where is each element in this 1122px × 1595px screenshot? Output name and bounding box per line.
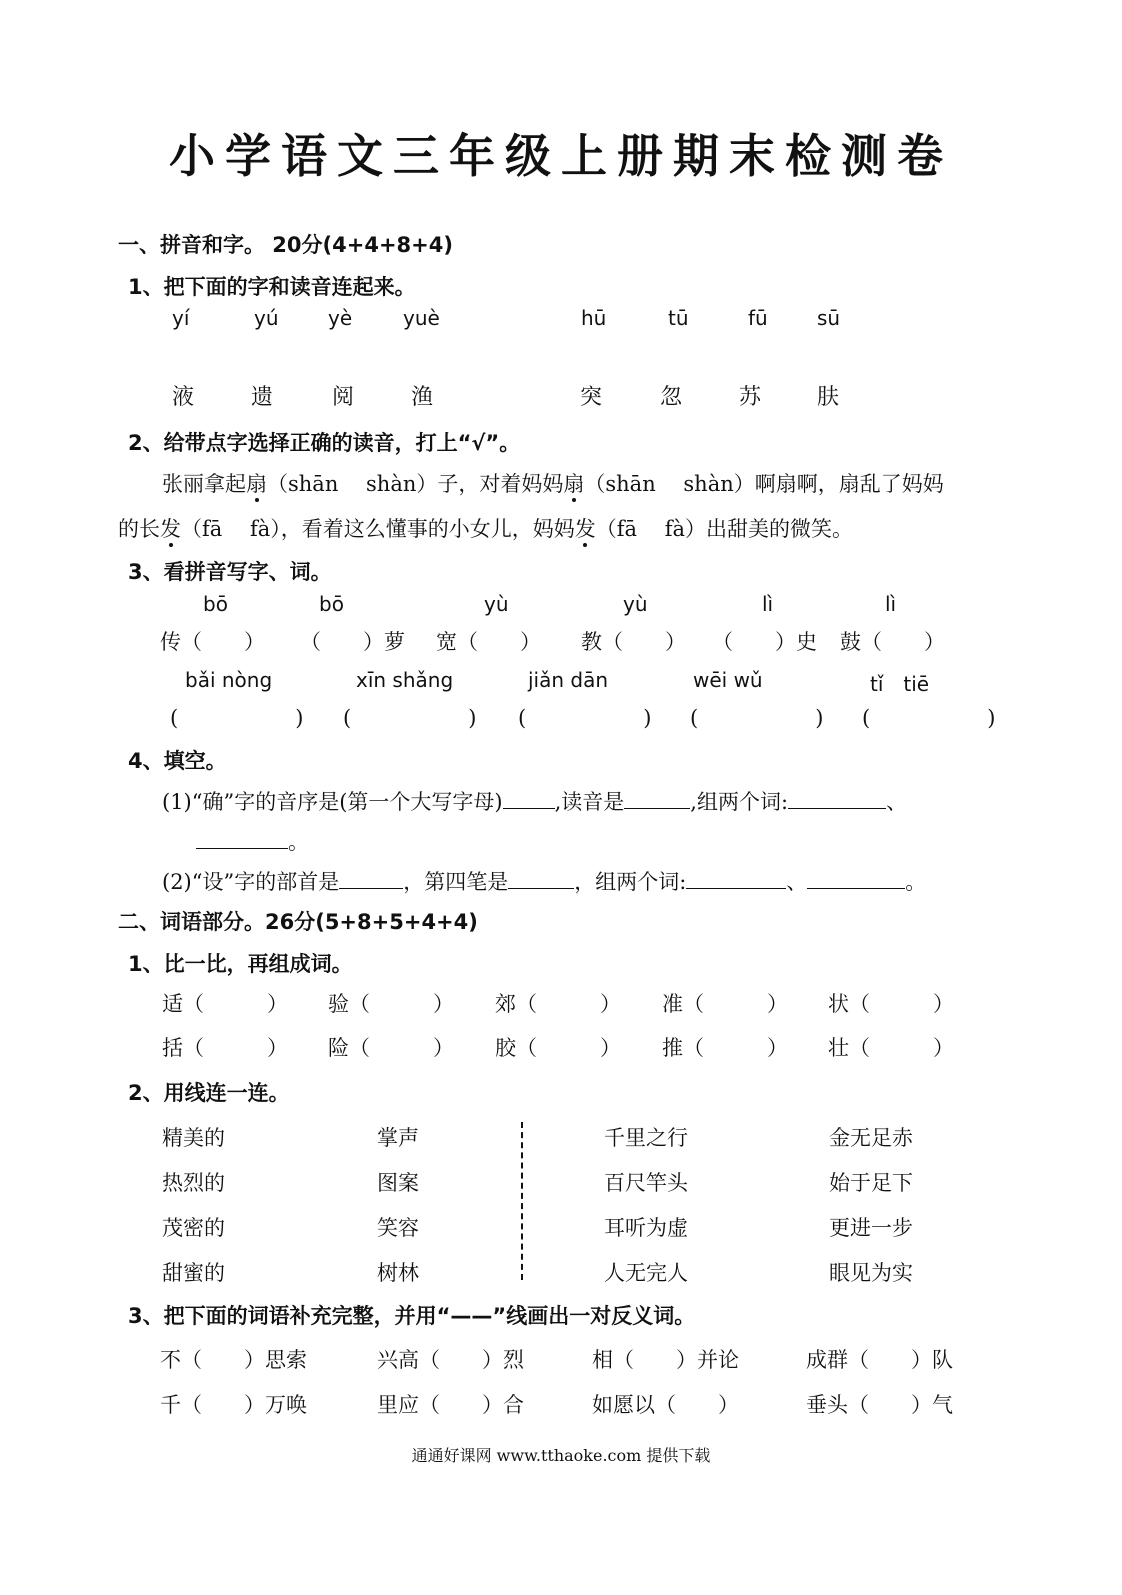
match-left-2: 树林 (377, 1261, 419, 1285)
q1-1-label: 1、把下面的字和读音连起来。 (128, 275, 416, 299)
match-right-2: 眼见为实 (829, 1261, 913, 1285)
char-item: 突 (580, 385, 603, 410)
write-item: （ ）史 (712, 630, 817, 654)
pinyin-item: yí (172, 306, 190, 330)
pinyin-word: tǐ tiē (870, 672, 930, 696)
pinyin-item: tū (668, 306, 689, 330)
char-item: 液 (172, 385, 195, 410)
idiom-item: 成群（ ）队 (806, 1348, 953, 1372)
q2-2-label: 2、用线连一连。 (128, 1081, 290, 1105)
compare-item: 胶（ ） (495, 1036, 621, 1060)
match-left-2: 笑容 (377, 1216, 419, 1240)
q1-3-label: 3、看拼音写字、词。 (128, 560, 332, 584)
compare-item: 壮（ ） (828, 1036, 954, 1060)
answer-bracket: ( ) (343, 706, 479, 730)
pinyin-word: bǎi nòng (185, 668, 273, 692)
match-right-1: 百尺竿头 (604, 1171, 688, 1195)
pinyin-item: bō (319, 592, 344, 616)
pinyin-item: yè (328, 306, 353, 330)
compare-item: 括（ ） (162, 1036, 288, 1060)
write-item: （ ）萝 (300, 630, 405, 654)
compare-item: 推（ ） (662, 1036, 788, 1060)
dotted-char: 发 (574, 517, 596, 541)
pinyin-item: hū (581, 306, 607, 330)
compare-item: 适（ ） (162, 992, 288, 1016)
pinyin-word: xīn shǎng (356, 668, 454, 692)
pinyin-item: lì (885, 592, 897, 616)
char-item: 渔 (411, 385, 434, 410)
answer-bracket: ( ) (518, 706, 654, 730)
match-right-2: 金无足赤 (829, 1126, 913, 1150)
match-left-1: 甜蜜的 (162, 1261, 225, 1285)
idiom-item: 垂头（ ）气 (806, 1393, 953, 1417)
answer-bracket: ( ) (170, 706, 306, 730)
q1-4-line-2: (2)“设”字的部首是 ，第四笔是 ，组两个词: 、 。 (162, 870, 927, 894)
q2-3-label: 3、把下面的词语补充完整，并用“——”线画出一对反义词。 (128, 1304, 696, 1328)
match-left-2: 图案 (377, 1171, 419, 1195)
dotted-char: 发 (160, 517, 181, 541)
match-right-1: 千里之行 (604, 1126, 688, 1150)
idiom-item: 千（ ）万唤 (160, 1393, 307, 1417)
pinyin-word: wēi wǔ (693, 668, 763, 692)
idiom-item: 相（ ）并论 (592, 1348, 739, 1372)
compare-item: 状（ ） (828, 992, 954, 1016)
match-right-2: 始于足下 (829, 1171, 913, 1195)
compare-item: 准（ ） (662, 992, 788, 1016)
write-item: 传（ ） (160, 630, 265, 654)
write-item: 教（ ） (581, 630, 686, 654)
pinyin-item: yù (484, 592, 509, 616)
match-right-1: 耳听为虚 (604, 1216, 688, 1240)
pinyin-item: sū (817, 306, 841, 330)
idiom-item: 兴高（ ）烈 (377, 1348, 524, 1372)
idiom-item: 里应（ ）合 (377, 1393, 524, 1417)
q1-2-sentence-2: 的长发（fā fà），看着这么懂事的小女儿，妈妈发（fā fà）出甜美的微笑。 (118, 517, 854, 541)
write-item: 宽（ ） (436, 630, 541, 654)
pinyin-item: yuè (403, 306, 440, 330)
pinyin-item: lì (762, 592, 774, 616)
match-right-1: 人无完人 (604, 1261, 688, 1285)
compare-item: 险（ ） (328, 1036, 454, 1060)
char-item: 忽 (660, 385, 683, 410)
idiom-item: 如愿以（ ） (592, 1393, 739, 1417)
dotted-char: 扇 (563, 472, 585, 496)
pinyin-item: yú (254, 306, 279, 330)
divider-line (521, 1122, 523, 1280)
pinyin-item: bō (203, 592, 228, 616)
q1-4-line-1-cont: 。 (196, 826, 309, 856)
match-left-2: 掌声 (377, 1126, 419, 1150)
match-left-1: 茂密的 (162, 1216, 225, 1240)
q1-4-line-1: (1)“确”字的音序是(第一个大写字母) ,读音是 ,组两个词: 、 (162, 790, 908, 814)
match-right-2: 更进一步 (829, 1216, 913, 1240)
match-left-1: 热烈的 (162, 1171, 225, 1195)
dotted-char: 扇 (246, 472, 267, 496)
compare-item: 郊（ ） (495, 992, 621, 1016)
char-item: 阅 (332, 385, 355, 410)
section-1-heading: 一、拼音和字。 20分(4+4+8+4) (118, 233, 453, 257)
answer-bracket: ( ) (862, 706, 998, 730)
page-title: 小学语文三年级上册期末检测卷 (169, 129, 953, 183)
pinyin-item: yù (623, 592, 648, 616)
q2-1-label: 1、比一比，再组成词。 (128, 952, 353, 976)
answer-bracket: ( ) (690, 706, 826, 730)
match-left-1: 精美的 (162, 1126, 225, 1150)
q1-2-label: 2、给带点字选择正确的读音，打上“√”。 (128, 431, 521, 455)
footer-text: 通通好课网 www.tthaoke.com 提供下载 (411, 1446, 711, 1465)
char-item: 遗 (251, 385, 274, 410)
compare-item: 验（ ） (328, 992, 454, 1016)
char-item: 肤 (817, 385, 840, 410)
idiom-item: 不（ ）思索 (160, 1348, 307, 1372)
write-item: 鼓（ ） (840, 630, 945, 654)
q1-4-label: 4、填空。 (128, 749, 227, 773)
q1-2-sentence-1: 张丽拿起扇（shān shàn）子，对着妈妈扇（shān shàn）啊扇啊，扇乱了妈妈 (162, 472, 944, 496)
pinyin-word: jiǎn dān (528, 668, 609, 692)
char-item: 苏 (739, 385, 762, 410)
section-2-heading: 二、词语部分。26分(5+8+5+4+4) (118, 910, 478, 934)
pinyin-item: fū (748, 306, 768, 330)
